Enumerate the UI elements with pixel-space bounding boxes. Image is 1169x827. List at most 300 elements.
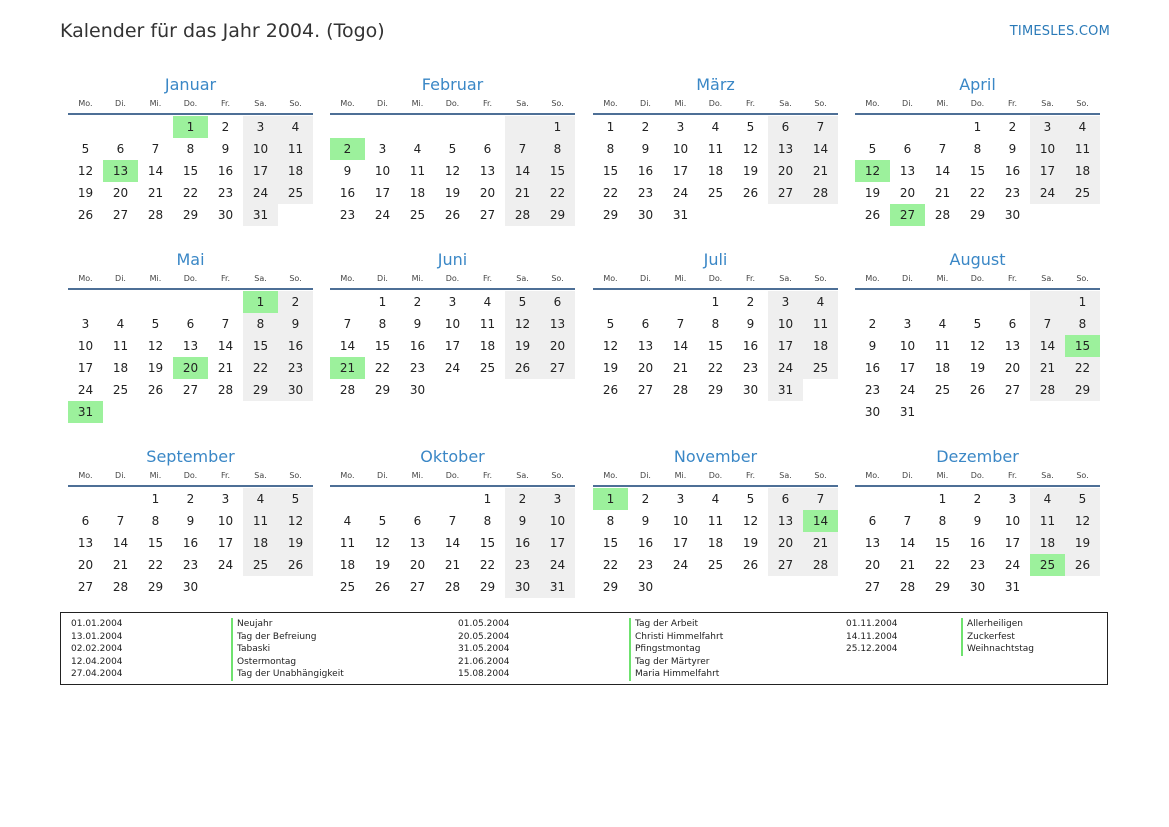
weekday-label: Sa. — [254, 471, 267, 480]
day-cell: 9 — [641, 514, 650, 528]
day-cell: 16 — [637, 164, 654, 178]
day-cell: 29 — [147, 580, 164, 594]
day-cell: 24 — [217, 558, 234, 572]
day-cell: 9 — [278, 313, 313, 335]
day-cell: 11 — [479, 317, 496, 331]
day-cell: 6 — [903, 142, 912, 156]
day-cell: 15 — [934, 536, 951, 550]
day-cell: 9 — [973, 514, 982, 528]
day-cell: 2 — [1008, 120, 1017, 134]
day-cell: 30 — [217, 208, 234, 222]
day-cell: 5 — [505, 291, 540, 313]
day-cell: 8 — [938, 514, 947, 528]
day-cell: 9 — [186, 514, 195, 528]
empty-cell — [208, 291, 243, 313]
day-cell: 4 — [483, 295, 492, 309]
empty-cell — [68, 116, 103, 138]
day-cell: 24 — [540, 554, 575, 576]
day-cell: 13 — [540, 313, 575, 335]
day-cell: 27 — [864, 580, 881, 594]
day-cell: 17 — [374, 186, 391, 200]
weekday-label: Fr. — [220, 471, 231, 480]
day-cell: 1 — [593, 488, 628, 510]
day-cell: 6 — [483, 142, 492, 156]
holiday-name: Pfingstmontag — [629, 643, 723, 656]
day-cell: 18 — [803, 335, 838, 357]
day-cell: 14 — [899, 536, 916, 550]
weekday-label: So. — [1076, 274, 1089, 283]
holiday-name: Christi Himmelfahrt — [629, 631, 723, 644]
day-cell: 10 — [1004, 514, 1021, 528]
weekday-label: Fr. — [745, 471, 756, 480]
day-cell: 11 — [278, 138, 313, 160]
weekday-label: Do. — [708, 99, 723, 108]
day-cell: 21 — [934, 186, 951, 200]
weekday-label: Mi. — [936, 99, 949, 108]
empty-cell — [103, 116, 138, 138]
month-dezember — [855, 446, 1100, 598]
day-cell: 11 — [243, 510, 278, 532]
month-august — [855, 249, 1100, 423]
day-cell: 15 — [1065, 335, 1100, 357]
day-cell: 24 — [1030, 182, 1065, 204]
day-cell: 9 — [746, 317, 755, 331]
day-cell: 1 — [173, 116, 208, 138]
day-cell: 7 — [1030, 313, 1065, 335]
day-cell: 8 — [973, 142, 982, 156]
day-cell: 17 — [217, 536, 234, 550]
weekday-label: So. — [289, 274, 302, 283]
holiday-name-column — [231, 618, 344, 681]
day-cell: 15 — [707, 339, 724, 353]
day-cell: 4 — [1065, 116, 1100, 138]
day-cell: 12 — [278, 510, 313, 532]
holiday-date: 02.02.2004 — [71, 644, 123, 655]
day-cell: 18 — [707, 164, 724, 178]
day-grid — [68, 488, 313, 598]
day-cell: 25 — [707, 186, 724, 200]
day-cell: 17 — [672, 164, 689, 178]
weekday-label: Mi. — [411, 274, 424, 283]
day-cell: 17 — [1030, 160, 1065, 182]
day-cell: 25 — [409, 208, 426, 222]
day-cell: 29 — [1065, 379, 1100, 401]
day-cell: 15 — [602, 536, 619, 550]
day-cell: 7 — [505, 138, 540, 160]
holiday-date: 20.05.2004 — [458, 631, 510, 642]
month-name: August — [949, 250, 1006, 269]
day-cell: 14 — [803, 510, 838, 532]
day-cell: 28 — [147, 208, 164, 222]
empty-cell — [890, 116, 925, 138]
day-cell: 27 — [409, 580, 426, 594]
day-cell: 13 — [1004, 339, 1021, 353]
day-cell: 4 — [278, 116, 313, 138]
weekday-label: So. — [551, 471, 564, 480]
month-name: Oktober — [420, 447, 485, 466]
weekday-label: Mi. — [674, 99, 687, 108]
weekday-label: Mo. — [340, 99, 355, 108]
day-cell: 6 — [186, 317, 195, 331]
holiday-name: Tag der Arbeit — [629, 618, 723, 631]
day-cell: 30 — [637, 208, 654, 222]
day-cell: 5 — [378, 514, 387, 528]
month-name: April — [959, 75, 996, 94]
day-cell: 18 — [243, 532, 278, 554]
weekday-label: Do. — [970, 471, 985, 480]
day-cell: 15 — [969, 164, 986, 178]
header-rule — [593, 485, 838, 487]
day-cell: 18 — [1065, 160, 1100, 182]
day-cell: 21 — [803, 160, 838, 182]
month-november — [593, 446, 838, 598]
day-cell: 17 — [1004, 536, 1021, 550]
day-cell: 22 — [707, 361, 724, 375]
day-cell: 14 — [217, 339, 234, 353]
day-cell: 13 — [479, 164, 496, 178]
day-cell: 2 — [413, 295, 422, 309]
day-cell: 20 — [112, 186, 129, 200]
day-cell: 27 — [768, 554, 803, 576]
brand-link[interactable]: TIMESLES.COM — [1009, 24, 1110, 39]
day-cell: 12 — [147, 339, 164, 353]
day-cell: 8 — [243, 313, 278, 335]
day-cell: 6 — [116, 142, 125, 156]
day-cell: 22 — [934, 558, 951, 572]
day-cell: 12 — [505, 313, 540, 335]
header-rule — [330, 113, 575, 115]
day-cell: 17 — [672, 536, 689, 550]
day-cell: 30 — [637, 580, 654, 594]
day-grid — [330, 291, 575, 401]
weekday-label: Mo. — [78, 471, 93, 480]
day-cell: 12 — [1065, 510, 1100, 532]
day-cell: 1 — [378, 295, 387, 309]
day-cell: 12 — [374, 536, 391, 550]
weekday-label: Sa. — [516, 99, 529, 108]
day-cell: 28 — [1030, 379, 1065, 401]
weekday-label: Do. — [970, 99, 985, 108]
day-grid — [593, 488, 838, 598]
day-cell: 7 — [803, 488, 838, 510]
header-rule — [68, 485, 313, 487]
weekday-header — [68, 97, 313, 113]
day-cell: 10 — [540, 510, 575, 532]
weekday-label: Fr. — [482, 274, 493, 283]
day-cell: 26 — [1065, 554, 1100, 576]
day-cell: 16 — [864, 361, 881, 375]
day-cell: 31 — [768, 379, 803, 401]
day-cell: 2 — [330, 138, 365, 160]
day-cell: 5 — [278, 488, 313, 510]
day-cell: 11 — [1065, 138, 1100, 160]
weekday-label: Fr. — [745, 274, 756, 283]
month-april — [855, 74, 1100, 226]
day-cell: 30 — [409, 383, 426, 397]
day-cell: 22 — [602, 186, 619, 200]
day-cell: 16 — [217, 164, 234, 178]
day-cell: 8 — [606, 142, 615, 156]
day-cell: 28 — [444, 580, 461, 594]
day-cell: 5 — [606, 317, 615, 331]
weekday-label: Do. — [445, 99, 460, 108]
day-cell: 27 — [112, 208, 129, 222]
day-cell: 24 — [768, 357, 803, 379]
weekday-label: Di. — [377, 99, 388, 108]
weekday-header — [593, 469, 838, 485]
weekday-label: Di. — [115, 274, 126, 283]
month-name: Dezember — [936, 447, 1019, 466]
weekday-label: Fr. — [1007, 99, 1018, 108]
day-cell: 30 — [505, 576, 540, 598]
empty-cell — [365, 488, 400, 510]
day-cell: 4 — [116, 317, 125, 331]
day-cell: 6 — [768, 488, 803, 510]
empty-cell — [1030, 291, 1065, 313]
day-cell: 21 — [672, 361, 689, 375]
day-cell: 13 — [637, 339, 654, 353]
header-rule — [855, 485, 1100, 487]
empty-cell — [68, 488, 103, 510]
month-oktober — [330, 446, 575, 598]
day-cell: 4 — [711, 492, 720, 506]
day-cell: 12 — [969, 339, 986, 353]
holiday-name: Tabaski — [231, 643, 344, 656]
empty-cell — [663, 291, 698, 313]
day-grid — [593, 116, 838, 226]
month-februar — [330, 74, 575, 226]
day-cell: 8 — [540, 138, 575, 160]
header-rule — [593, 113, 838, 115]
day-cell: 23 — [1004, 186, 1021, 200]
day-cell: 26 — [505, 357, 540, 379]
weekday-label: Mi. — [411, 471, 424, 480]
day-cell: 30 — [182, 580, 199, 594]
day-cell: 19 — [742, 164, 759, 178]
day-cell: 17 — [77, 361, 94, 375]
day-cell: 16 — [1004, 164, 1021, 178]
day-cell: 20 — [768, 532, 803, 554]
day-cell: 14 — [934, 164, 951, 178]
weekday-header — [593, 97, 838, 113]
day-cell: 2 — [278, 291, 313, 313]
weekday-label: Mo. — [603, 99, 618, 108]
weekday-label: Sa. — [1041, 471, 1054, 480]
day-cell: 25 — [278, 182, 313, 204]
day-cell: 1 — [1065, 291, 1100, 313]
holiday-date: 01.05.2004 — [458, 619, 510, 629]
day-cell: 30 — [1004, 208, 1021, 222]
empty-cell — [103, 488, 138, 510]
day-cell: 25 — [1065, 182, 1100, 204]
day-grid — [330, 116, 575, 226]
month-mai — [68, 249, 313, 423]
day-cell: 6 — [868, 514, 877, 528]
weekday-label: Mo. — [865, 471, 880, 480]
day-cell: 18 — [112, 361, 129, 375]
day-cell: 16 — [182, 536, 199, 550]
holiday-date: 14.11.2004 — [846, 631, 898, 642]
weekday-label: Sa. — [779, 274, 792, 283]
day-cell: 19 — [77, 186, 94, 200]
day-cell: 11 — [1030, 510, 1065, 532]
day-cell: 28 — [803, 182, 838, 204]
weekday-label: Di. — [902, 471, 913, 480]
day-cell: 27 — [768, 182, 803, 204]
day-cell: 23 — [505, 554, 540, 576]
day-cell: 15 — [182, 164, 199, 178]
header-rule — [330, 485, 575, 487]
holiday-date: 01.01.2004 — [71, 619, 123, 629]
day-cell: 14 — [1030, 335, 1065, 357]
empty-cell — [593, 291, 628, 313]
day-cell: 29 — [707, 383, 724, 397]
day-cell: 8 — [186, 142, 195, 156]
day-cell: 2 — [641, 492, 650, 506]
day-cell: 4 — [803, 291, 838, 313]
day-cell: 17 — [444, 339, 461, 353]
header-rule — [330, 288, 575, 290]
day-cell: 6 — [1008, 317, 1017, 331]
day-cell: 2 — [186, 492, 195, 506]
day-grid — [855, 488, 1100, 598]
day-cell: 23 — [409, 361, 426, 375]
day-cell: 22 — [243, 357, 278, 379]
day-cell: 20 — [173, 357, 208, 379]
weekday-label: Mi. — [936, 274, 949, 283]
day-cell: 10 — [374, 164, 391, 178]
day-cell: 16 — [969, 536, 986, 550]
day-cell: 11 — [409, 164, 426, 178]
empty-cell — [855, 291, 890, 313]
day-cell: 5 — [746, 492, 755, 506]
weekday-label: Mo. — [78, 274, 93, 283]
weekday-header — [855, 97, 1100, 113]
day-cell: 12 — [77, 164, 94, 178]
day-cell: 4 — [711, 120, 720, 134]
day-cell: 11 — [339, 536, 356, 550]
day-grid — [593, 291, 838, 401]
day-cell: 28 — [112, 580, 129, 594]
day-cell: 29 — [182, 208, 199, 222]
weekday-header — [68, 469, 313, 485]
day-cell: 10 — [217, 514, 234, 528]
day-cell: 1 — [243, 291, 278, 313]
day-cell: 25 — [803, 357, 838, 379]
day-cell: 1 — [606, 120, 615, 134]
day-cell: 7 — [221, 317, 230, 331]
day-cell: 22 — [182, 186, 199, 200]
weekday-label: Di. — [377, 471, 388, 480]
page-title: Kalender für das Jahr 2004. (Togo) — [60, 20, 385, 42]
empty-cell — [365, 116, 400, 138]
day-cell: 3 — [676, 492, 685, 506]
weekday-label: Mi. — [411, 99, 424, 108]
day-cell: 26 — [444, 208, 461, 222]
weekday-header — [68, 272, 313, 288]
day-cell: 25 — [243, 554, 278, 576]
day-cell: 4 — [1030, 488, 1065, 510]
day-cell: 19 — [602, 361, 619, 375]
weekday-label: Do. — [183, 471, 198, 480]
day-cell: 3 — [221, 492, 230, 506]
empty-cell — [138, 291, 173, 313]
weekday-header — [330, 469, 575, 485]
day-cell: 21 — [505, 182, 540, 204]
month-januar — [68, 74, 313, 226]
day-cell: 19 — [864, 186, 881, 200]
month-name: Januar — [164, 75, 217, 94]
day-cell: 27 — [77, 580, 94, 594]
month-juli — [593, 249, 838, 401]
day-cell: 23 — [278, 357, 313, 379]
weekday-label: Fr. — [1007, 274, 1018, 283]
day-cell: 29 — [602, 208, 619, 222]
header-rule — [855, 113, 1100, 115]
day-cell: 28 — [672, 383, 689, 397]
holiday-name: Zuckerfest — [961, 631, 1034, 644]
day-cell: 3 — [243, 116, 278, 138]
holiday-name: Neujahr — [231, 618, 344, 631]
weekday-label: Sa. — [779, 471, 792, 480]
day-cell: 27 — [637, 383, 654, 397]
empty-cell — [435, 116, 470, 138]
weekday-label: Di. — [640, 471, 651, 480]
empty-cell — [628, 291, 663, 313]
month-name: November — [673, 447, 758, 466]
empty-cell — [330, 488, 365, 510]
weekday-label: Fr. — [220, 99, 231, 108]
day-cell: 22 — [479, 558, 496, 572]
day-cell: 18 — [1030, 532, 1065, 554]
month-september — [68, 446, 313, 598]
day-cell: 23 — [637, 186, 654, 200]
holiday-date: 15.08.2004 — [458, 669, 510, 680]
empty-cell — [925, 116, 960, 138]
day-cell: 5 — [81, 142, 90, 156]
day-cell: 3 — [1030, 116, 1065, 138]
day-cell: 26 — [147, 383, 164, 397]
day-cell: 6 — [540, 291, 575, 313]
day-cell: 10 — [672, 142, 689, 156]
day-cell: 29 — [969, 208, 986, 222]
day-cell: 7 — [343, 317, 352, 331]
month-name: Mai — [176, 250, 205, 269]
empty-cell — [890, 291, 925, 313]
day-cell: 25 — [339, 580, 356, 594]
day-cell: 13 — [899, 164, 916, 178]
day-cell: 22 — [540, 182, 575, 204]
day-cell: 22 — [147, 558, 164, 572]
weekday-header — [593, 272, 838, 288]
day-cell: 20 — [479, 186, 496, 200]
day-cell: 15 — [479, 536, 496, 550]
day-cell: 3 — [1008, 492, 1017, 506]
day-cell: 31 — [899, 405, 916, 419]
day-cell: 24 — [1004, 558, 1021, 572]
day-cell: 7 — [116, 514, 125, 528]
day-cell: 19 — [742, 536, 759, 550]
day-cell: 12 — [444, 164, 461, 178]
weekday-label: Mo. — [340, 471, 355, 480]
day-cell: 20 — [768, 160, 803, 182]
day-cell: 17 — [540, 532, 575, 554]
holiday-date: 12.04.2004 — [71, 656, 123, 667]
weekday-label: Do. — [183, 274, 198, 283]
day-cell: 30 — [864, 405, 881, 419]
day-cell: 18 — [934, 361, 951, 375]
weekday-label: So. — [289, 471, 302, 480]
